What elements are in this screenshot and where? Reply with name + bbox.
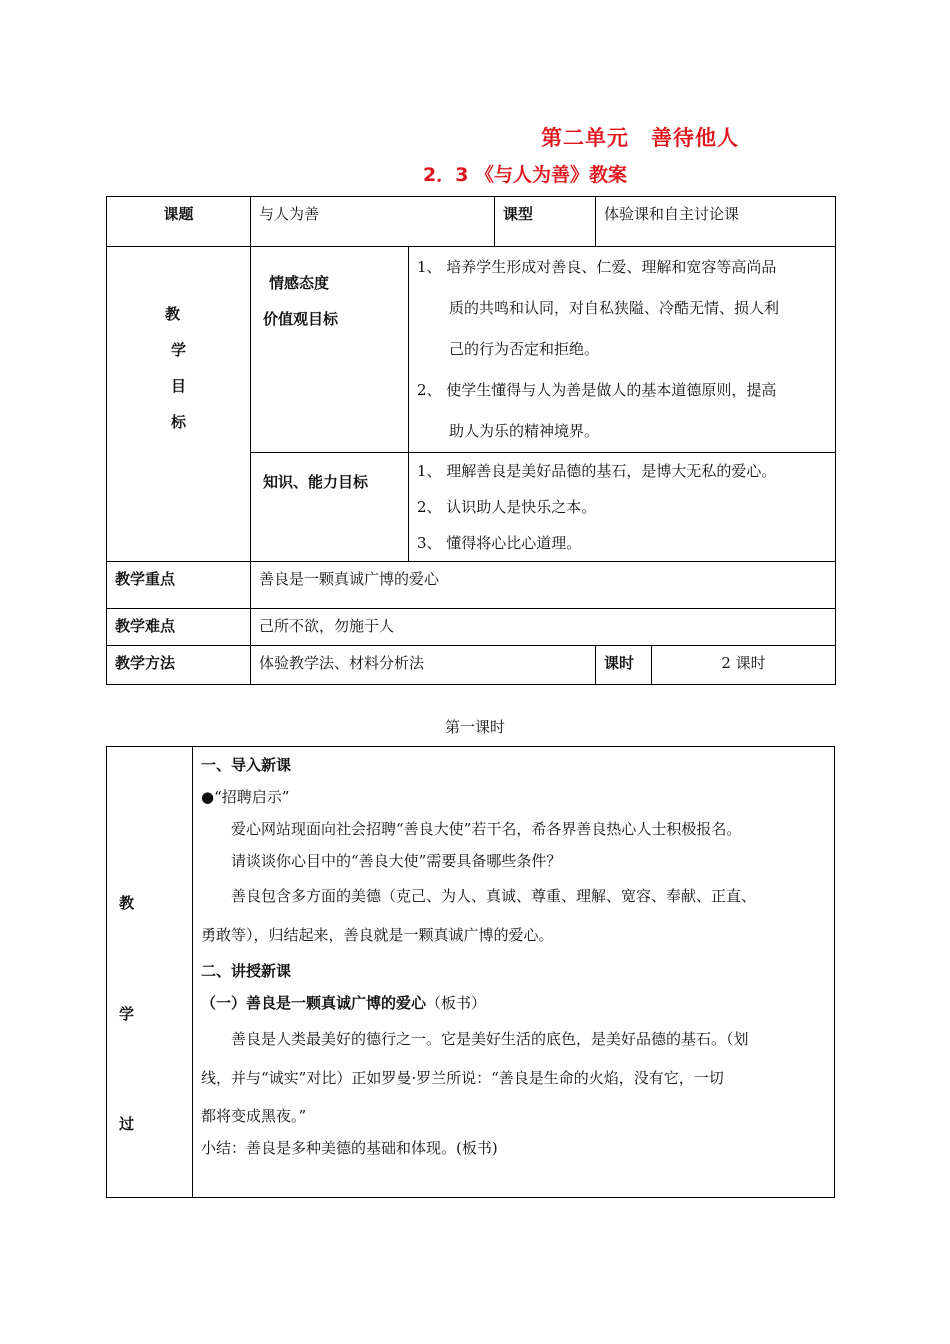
section-title: 第一课时 bbox=[444, 718, 505, 736]
paragraph: 都将变成黑夜。” bbox=[201, 1107, 307, 1125]
summary: 小结：善良是多种美德的基础和体现。(板书) bbox=[201, 1139, 498, 1157]
unit-title: 第二单元 善待他人 bbox=[541, 126, 739, 150]
emotion-label-line: 价值观目标 bbox=[263, 310, 339, 328]
emotion-label-line: 情感态度 bbox=[269, 274, 330, 292]
goal-item: 己的行为否定和拒绝。 bbox=[449, 340, 600, 358]
goal-item: 助人为乐的精神境界。 bbox=[449, 422, 600, 440]
paragraph: 爱心网站现面向社会招聘“善良大使”若干名，希各界善良热心人士积极报名。 bbox=[231, 820, 742, 838]
lesson-title: 2．3 《与人为善》教案 bbox=[422, 164, 628, 186]
goals-char: 学 bbox=[170, 341, 186, 359]
row-key-point bbox=[107, 562, 836, 609]
side-char: 过 bbox=[119, 1115, 135, 1133]
topic-label: 课题 bbox=[107, 197, 251, 247]
paragraph: 勇敢等），归结起来，善良就是一颗真诚广博的爱心。 bbox=[201, 926, 554, 944]
knowledge-goal-items bbox=[409, 453, 836, 562]
lesson-info-table bbox=[106, 196, 836, 685]
type-value: 体验课和自主讨论课 bbox=[596, 197, 836, 247]
goal-item: 2、 使学生懂得与人为善是做人的基本道德原则，提高 bbox=[417, 381, 777, 399]
heading-new-lesson: 二、讲授新课 bbox=[201, 962, 292, 980]
key-point-value: 善良是一颗真诚广博的爱心 bbox=[251, 562, 836, 609]
paragraph: 请谈谈你心目中的“善良大使”需要具备哪些条件？ bbox=[231, 852, 562, 870]
process-content bbox=[193, 747, 835, 1198]
key-point-label: 教学重点 bbox=[107, 562, 251, 609]
knowledge-goal-label: 知识、能力目标 bbox=[251, 453, 409, 562]
goal-item: 3、 懂得将心比心道理。 bbox=[417, 534, 582, 552]
paragraph: 善良是人类最美好的德行之一。它是美好生活的底色，是美好品德的基石。（划 bbox=[231, 1030, 749, 1048]
goal-item: 2、 认识助人是快乐之本。 bbox=[417, 498, 597, 516]
row-difficulty bbox=[107, 609, 836, 646]
heading-intro: 一、导入新课 bbox=[201, 756, 292, 774]
paragraph: 善良包含多方面的美德（克己、为人、真诚、尊重、理解、宽容、奉献、正直、 bbox=[231, 887, 757, 905]
type-label: 课型 bbox=[495, 197, 596, 247]
row-topic bbox=[107, 197, 836, 247]
goals-char: 目 bbox=[170, 377, 186, 395]
teaching-process-table bbox=[106, 746, 835, 1198]
bullet-item: ●“招聘启示” bbox=[201, 788, 290, 806]
hours-label: 课时 bbox=[596, 646, 652, 685]
subheading-text: （一）善良是一颗真诚广博的爱心 bbox=[201, 994, 427, 1012]
side-char: 学 bbox=[119, 1005, 135, 1023]
goals-char: 教 bbox=[164, 305, 180, 323]
row-method bbox=[107, 646, 836, 685]
goal-item: 1、 理解善良是美好品德的基石，是博大无私的爱心。 bbox=[417, 462, 777, 480]
emotion-goal-label bbox=[251, 247, 409, 453]
paragraph: 线，并与“诚实”对比）正如罗曼·罗兰所说：“善良是生命的火焰，没有它，一切 bbox=[201, 1069, 724, 1087]
board-note: （板书） bbox=[426, 994, 487, 1012]
process-side-label bbox=[107, 747, 193, 1198]
difficulty-label: 教学难点 bbox=[107, 609, 251, 646]
goal-item: 质的共鸣和认同，对自私狭隘、冷酷无情、损人利 bbox=[449, 299, 780, 317]
side-char: 教 bbox=[119, 894, 135, 912]
row-emotion-goals bbox=[107, 247, 836, 453]
goals-char: 标 bbox=[170, 413, 186, 431]
emotion-goal-items bbox=[409, 247, 836, 453]
subheading bbox=[201, 987, 826, 1019]
topic-value: 与人为善 bbox=[251, 197, 495, 247]
goals-label bbox=[107, 247, 251, 562]
difficulty-value: 己所不欲，勿施于人 bbox=[251, 609, 836, 646]
hours-value: 2 课时 bbox=[652, 646, 836, 685]
method-label: 教学方法 bbox=[107, 646, 251, 685]
method-value: 体验教学法、材料分析法 bbox=[251, 646, 596, 685]
goal-item: 1、 培养学生形成对善良、仁爱、理解和宽容等高尚品 bbox=[417, 258, 777, 276]
